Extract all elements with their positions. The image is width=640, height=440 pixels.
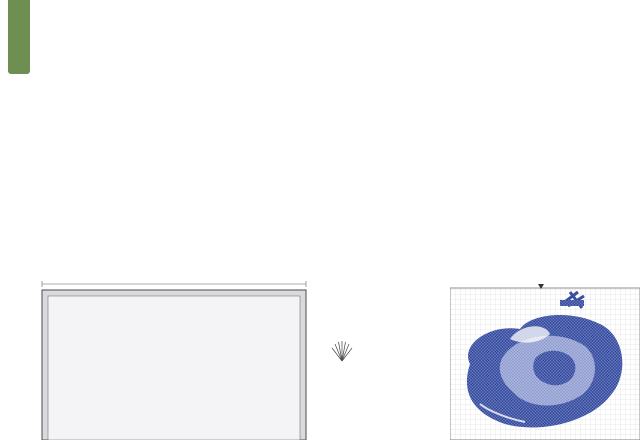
legend-item-fan: [330, 340, 450, 364]
entredoses-chart: [38, 96, 438, 266]
rose-cross-stitch-chart: [450, 284, 640, 440]
legend-item: [330, 307, 450, 319]
legend-item: [330, 295, 450, 307]
section-tab: [8, 0, 30, 74]
legend-item: [330, 283, 450, 295]
chart-legend: [330, 280, 450, 364]
tablecloth-field: [48, 296, 300, 440]
edging-chart: [440, 0, 640, 270]
legend-item: [330, 319, 450, 336]
top-crochet-chart: [190, 0, 440, 20]
distribution-scheme: [38, 276, 328, 440]
fan-stitch-icon: [330, 340, 354, 362]
